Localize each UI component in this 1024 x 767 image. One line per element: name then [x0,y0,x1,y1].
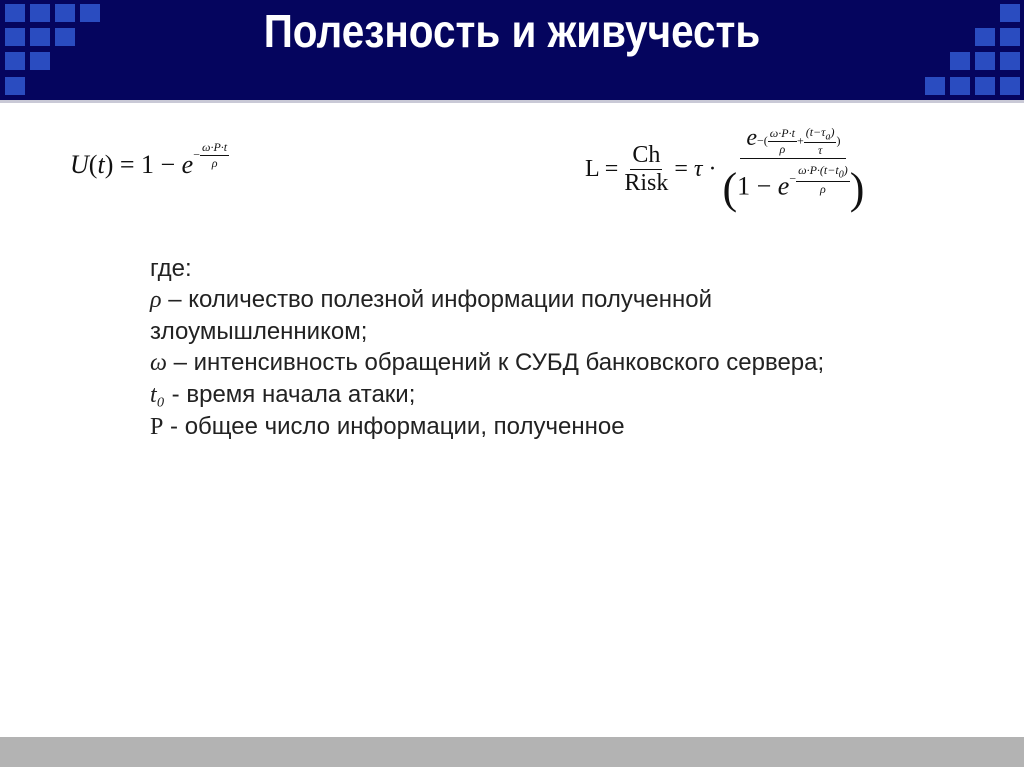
decor-square [925,77,945,95]
decor-square [1000,28,1020,46]
decor-square [975,28,995,46]
decor-square [30,28,50,46]
decor-square [5,52,25,70]
decor-square [5,28,25,46]
slide-header [0,0,1024,103]
decor-square [30,52,50,70]
decor-square [5,4,25,22]
decor-square [1000,52,1020,70]
formula-liveness: L = $\frac{Ch}{\text{Risk}}$ = τ · e−( $\frac{\omega\cdot P\cdot t}{\rho}$ + $\frac{(t-\tau_a)}{\tau}$ ) (1 − e− $\frac{\omega\cdot P\cdot(t-t_0)}{\rho}$ ) [585,125,865,214]
definitions [150,253,910,443]
decor-square [5,77,25,95]
definition-t0: t₀ - время начала атаки; [150,381,416,408]
slide-footer-bar [0,737,1024,767]
decor-square [1000,4,1020,22]
decor-square [975,77,995,95]
formula-utility: U(t) = 1 − e− $\frac{\omega\cdot P\cdot t}{\rho}$ [70,140,228,179]
decor-square [950,77,970,95]
definition-p: P - общее число информации, полученное [150,413,625,440]
decor-square [1000,77,1020,95]
definition-omega: ω – интенсивность обращений к СУБД банковского сервера; [150,349,825,376]
decor-square [30,4,50,22]
where-label: где: [150,255,192,282]
decor-square [975,52,995,70]
definition-rho: ρ – количество полезной информации полученной злоумышленником; [150,286,712,345]
slide-title: Полезность и живучесть [263,5,761,57]
